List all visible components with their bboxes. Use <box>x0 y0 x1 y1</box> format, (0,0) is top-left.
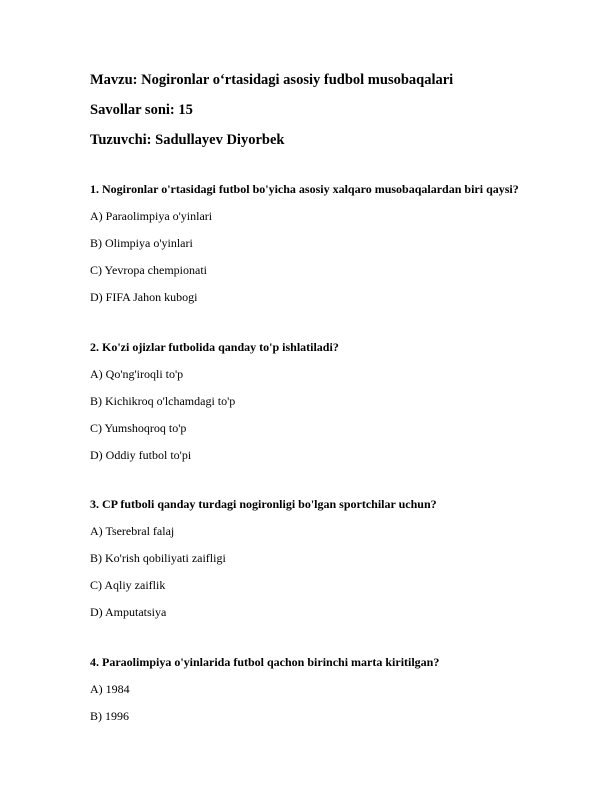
question-1: 1. Nogironlar o'rtasidagi futbol bo'yicha asosiy xalqaro musobaqalardan biri qaysi? <box>90 182 519 196</box>
question-1-option-b: B) Olimpiya o'yinlari <box>90 236 193 250</box>
question-count-heading: Savollar soni: 15 <box>90 102 193 118</box>
question-2: 2. Ko'zi ojizlar futbolida qanday to'p ishlatiladi? <box>90 340 339 354</box>
question-3: 3. CP futboli qanday turdagi nogironligi bo'lgan sportchilar uchun? <box>90 497 437 511</box>
question-2-option-a: A) Qo'ng'iroqli to'p <box>90 367 184 381</box>
author-heading: Tuzuvchi: Sadullayev Diyorbek <box>90 132 285 148</box>
question-2-option-d: D) Oddiy futbol to'pi <box>90 448 192 462</box>
question-4: 4. Paraolimpiya o'yinlarida futbol qachon birinchi marta kiritilgan? <box>90 655 440 669</box>
question-4-option-b: B) 1996 <box>90 709 129 723</box>
question-1-option-a: A) Paraolimpiya o'yinlari <box>90 209 213 223</box>
question-1-option-d: D) FIFA Jahon kubogi <box>90 290 198 304</box>
question-2-option-b: B) Kichikroq o'lchamdagi to'p <box>90 394 236 408</box>
question-3-option-b: B) Ko'rish qobiliyati zaifligi <box>90 551 226 565</box>
question-3-option-a: A) Tserebral falaj <box>90 524 175 538</box>
question-4-option-a: A) 1984 <box>90 682 130 696</box>
question-3-option-c: C) Aqliy zaiflik <box>90 578 166 592</box>
topic-heading: Mavzu: Nogironlar o‘rtasidagi asosiy fudbol musobaqalari <box>90 72 454 88</box>
question-2-option-c: C) Yumshoqroq to'p <box>90 421 187 435</box>
question-3-option-d: D) Amputatsiya <box>90 605 167 619</box>
question-1-option-c: C) Yevropa chempionati <box>90 263 207 277</box>
